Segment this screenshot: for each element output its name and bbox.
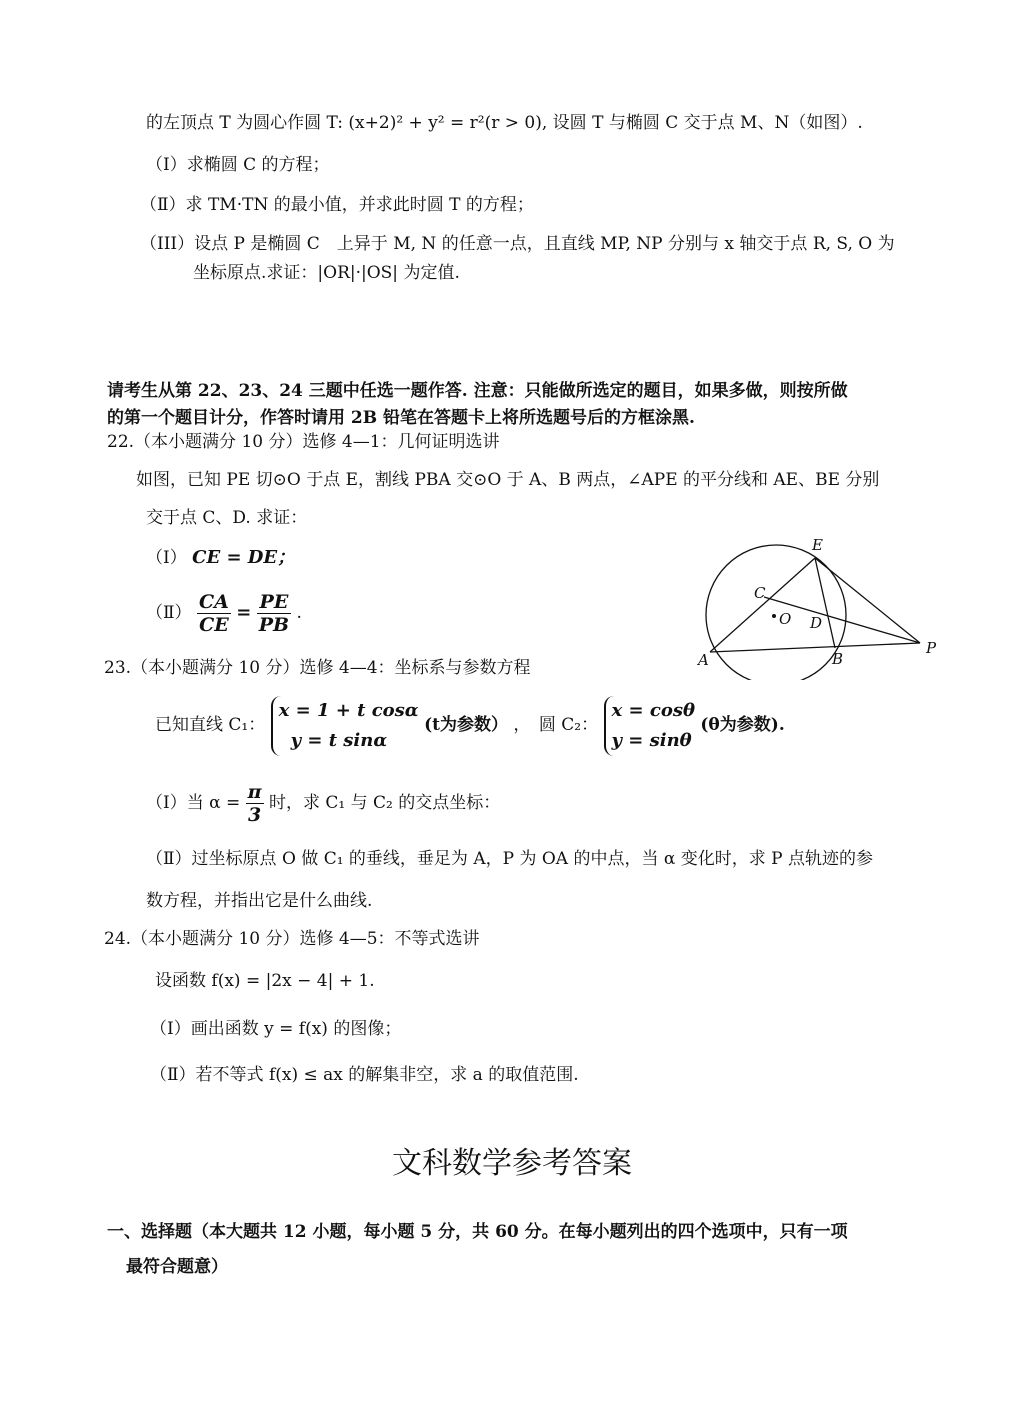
q21-part1: （Ⅰ）求椭圆 C 的方程； — [146, 155, 330, 175]
q23-part1 — [146, 778, 500, 828]
q22-part2-label: （Ⅱ） — [146, 603, 192, 623]
q24-part2: （Ⅱ）若不等式 f(x) ≤ ax 的解集非空，求 a 的取值范围. — [150, 1065, 579, 1085]
q24-header: 24.（本小题满分 10 分）选修 4—5：不等式选讲 — [104, 929, 480, 949]
q21-part3-line2: 坐标原点.求证：|OR|·|OS| 为定值. — [193, 263, 460, 283]
q22-part2 — [146, 588, 302, 638]
q22-frac-right-num: PE — [257, 591, 291, 614]
q23-definition — [155, 692, 785, 758]
q23-c1-eq1: x = 1 + t cosα — [278, 699, 419, 721]
label-c: C — [754, 584, 766, 602]
q23-c1-prefix: 已知直线 C₁： — [155, 715, 266, 735]
label-e: E — [812, 536, 823, 554]
q23-frac-num: π — [247, 781, 262, 803]
q23-c1-system — [271, 696, 419, 756]
q23-c2-eq2: y = sinθ — [611, 729, 692, 751]
instruction-line2: 的第一个题目计分，作答时请用 2B 铅笔在答题卡上将所选题号后的方框涂黑. — [107, 408, 695, 428]
q23-separator: ， 圆 C₂： — [513, 715, 599, 735]
label-o: O — [779, 610, 792, 628]
q21-part2: （Ⅱ）求 TM·TN 的最小值，并求此时圆 T 的方程； — [140, 195, 534, 215]
q22-geometry-figure — [690, 530, 950, 680]
label-b: B — [832, 650, 844, 668]
q23-header: 23.（本小题满分 10 分）选修 4—4：坐标系与参数方程 — [104, 658, 531, 678]
q22-frac-left-num: CA — [198, 591, 229, 613]
label-a: A — [698, 651, 709, 669]
q23-part2-line2: 数方程，并指出它是什么曲线. — [146, 891, 373, 911]
q23-part2-line1: （Ⅱ）过坐标原点 O 做 C₁ 的垂线，垂足为 A，P 为 OA 的中点，当 α 变化时，求 P 点轨迹的参 — [146, 849, 874, 869]
q22-fraction-pe-pb — [257, 591, 291, 636]
q22-part1-label: （Ⅰ） — [146, 548, 187, 568]
q23-c1-eq2: y = t sinα — [290, 729, 388, 751]
q24-definition: 设函数 f(x) = |2x − 4| + 1. — [155, 971, 375, 991]
q22-frac-left-den: CE — [199, 614, 229, 636]
answers-section1-line2: 最符合题意） — [126, 1257, 228, 1277]
q23-fraction-pi-3 — [246, 781, 264, 826]
answers-section1-line1: 一、选择题（本大题共 12 小题，每小题 5 分，共 60 分。在每小题列出的四个选项中，只有一项 — [107, 1222, 848, 1242]
q23-part1-suffix: 时，求 C₁ 与 C₂ 的交点坐标： — [268, 793, 501, 813]
chord-ae — [710, 558, 815, 652]
answers-title: 文科数学参考答案 — [392, 1146, 632, 1181]
label-d: D — [810, 614, 823, 632]
circle-o — [706, 545, 846, 680]
q23-c2-system — [604, 696, 695, 756]
q23-c2-param: (θ为参数). — [700, 715, 785, 735]
q23-c2-eq1: x = cosθ — [611, 699, 695, 721]
q22-frac-right-den: PB — [258, 614, 290, 636]
q22-text2: 交于点 C、D. 求证： — [146, 508, 308, 528]
secant-line-pa — [710, 643, 920, 652]
q22-part1-expr: CE = DE； — [192, 547, 296, 568]
q22-header: 22.（本小题满分 10 分）选修 4—1：几何证明选讲 — [107, 432, 500, 452]
instruction-line1: 请考生从第 22、23、24 三题中任选一题作答. 注意：只能做所选定的题目，如果多做，则按所做 — [107, 381, 848, 401]
q24-part1: （Ⅰ）画出函数 y = f(x) 的图像； — [150, 1019, 402, 1039]
center-dot — [772, 614, 776, 618]
q22-frac-end: . — [296, 603, 302, 623]
q22-text1: 如图，已知 PE 切⊙O 于点 E，割线 PBA 交⊙O 于 A、B 两点，∠APE 的平分线和 AE、BE 分别 — [136, 470, 880, 490]
q23-part1-prefix: （Ⅰ）当 α = — [146, 793, 241, 813]
q22-part1 — [146, 545, 295, 571]
q23-frac-den: 3 — [248, 804, 262, 826]
q21-part3-line1: （III）设点 P 是椭圆 C 上异于 M, N 的任意一点，且直线 MP, NP 分别与 x 轴交于点 R, S, O 为 — [140, 234, 895, 254]
label-p: P — [926, 639, 937, 657]
q22-frac-eq: = — [236, 602, 252, 623]
q22-fraction-ca-ce — [197, 591, 231, 636]
q21-line1: 的左顶点 T 为圆心作圆 T: (x+2)² + y² = r²(r > 0), 设圆 T 与椭圆 C 交于点 M、N（如图）. — [146, 113, 863, 133]
q23-c1-param: (t为参数） — [424, 715, 508, 735]
